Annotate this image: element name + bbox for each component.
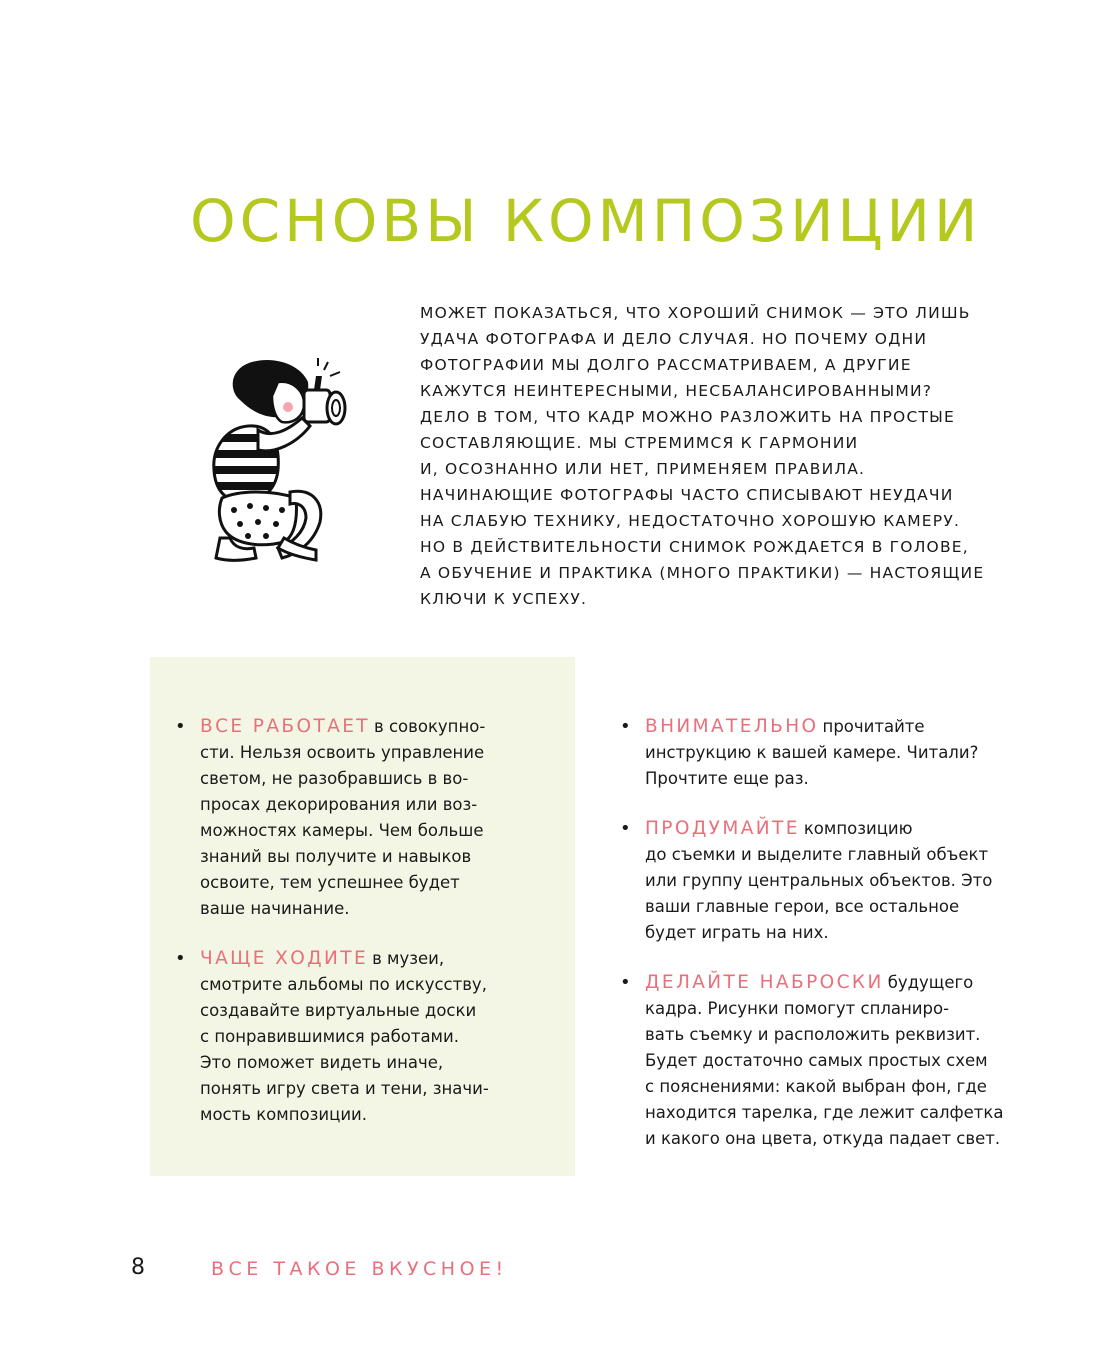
intro-line: НО В ДЕЙСТВИТЕЛЬНОСТИ СНИМОК РОЖДАЕТСЯ В ГОЛОВЕ, [420,538,969,556]
intro-line: СОСТАВЛЯЮЩИЕ. МЫ СТРЕМИМСЯ К ГАРМОНИИ [420,434,859,452]
tip-text: будущего [887,973,974,992]
intro-line: КЛЮЧИ К УСПЕХУ. [420,590,588,608]
intro-line: ДЕЛО В ТОМ, ЧТО КАДР МОЖНО РАЗЛОЖИТЬ НА ПРОСТЫЕ [420,408,956,426]
intro-line: ФОТОГРАФИИ МЫ ДОЛГО РАССМАТРИВАЕМ, А ДРУГИЕ [420,356,912,374]
tip-text: прочитайте [822,717,925,736]
tip-item-manual [620,714,1060,792]
tip-text: просах декорирования или воз- [200,795,478,814]
tip-text: можностях камеры. Чем больше [200,821,484,840]
intro-line: КАЖУТСЯ НЕИНТЕРЕСНЫМИ, НЕСБАЛАНСИРОВАННЫМИ? [420,382,933,400]
tip-text: в музеи, [372,949,445,968]
tip-text: и какого она цвета, откуда падает свет. [645,1129,1001,1148]
tip-text: Будет достаточно самых простых схем [645,1051,988,1070]
tip-text: знаний вы получите и навыков [200,847,472,866]
cheek-blush [283,402,293,412]
tip-text: будет играть на них. [645,923,829,942]
intro-line: НА СЛАБУЮ ТЕХНИКУ, НЕДОСТАТОЧНО ХОРОШУЮ КАМЕРУ. [420,512,961,530]
tip-text: с пояснениями: какой выбран фон, где [645,1077,987,1096]
tip-item-all-works [175,714,575,922]
page-number: 8 [131,1255,145,1280]
tip-text: до съемки и выделите главный объект [645,845,989,864]
intro-line: МОЖЕТ ПОКАЗАТЬСЯ, ЧТО ХОРОШИЙ СНИМОК — ЭТО ЛИШЬ [420,304,971,322]
tip-text: находится тарелка, где лежит салфетка [645,1103,1004,1122]
tip-text: Прочтите еще раз. [645,769,809,788]
tip-item-museums [175,946,575,1128]
tip-keyword: ПРОДУМАЙТЕ [645,818,800,839]
tip-text: понять игру света и тени, значи- [200,1079,489,1098]
tip-text: вать съемку и расположить реквизит. [645,1025,981,1044]
intro-line: УДАЧА ФОТОГРАФА И ДЕЛО СЛУЧАЯ. НО ПОЧЕМУ ОДНИ [420,330,928,348]
photographer-girl-illustration [200,352,360,572]
tips-column-right [620,714,1060,1176]
tip-keyword: ДЕЛАЙТЕ НАБРОСКИ [645,972,884,993]
flash-rays [318,358,340,376]
tip-text: Это поможет видеть иначе, [200,1053,444,1072]
intro-text [420,300,1040,612]
tip-text: композицию [803,819,913,838]
tip-text: создавайте виртуальные доски [200,1001,477,1020]
tip-text: светом, не разобравшись в во- [200,769,469,788]
tip-text: смотрите альбомы по искусству, [200,975,487,994]
tip-text: в совокупно- [374,717,486,736]
tip-text: кадра. Рисунки помогут спланиро- [645,999,950,1018]
tip-text: ваше начинание. [200,899,350,918]
tip-text: мость композиции. [200,1105,368,1124]
tip-text: с понравившимися работами. [200,1027,459,1046]
tip-item-composition [620,816,1060,946]
intro-line: И, ОСОЗНАННО ИЛИ НЕТ, ПРИМЕНЯЕМ ПРАВИЛА. [420,460,866,478]
tip-keyword: ВНИМАТЕЛЬНО [645,716,819,737]
running-footer-title: ВСЕ ТАКОЕ ВКУСНОЕ! [211,1258,508,1280]
tip-text: ваши главные герои, все остальное [645,897,960,916]
tip-text: освоите, тем успешнее будет [200,873,460,892]
camera-flash [314,376,322,390]
tip-text: инструкцию к вашей камере. Читали? [645,743,979,762]
tip-text: или группу центральных объектов. Это [645,871,993,890]
tip-keyword: ЧАЩЕ ХОДИТЕ [200,948,369,969]
tip-text: сти. Нельзя освоить управление [200,743,485,762]
tip-item-sketches [620,970,1060,1152]
intro-line: НАЧИНАЮЩИЕ ФОТОГРАФЫ ЧАСТО СПИСЫВАЮТ НЕУДАЧИ [420,486,954,504]
camera-lens [327,392,345,424]
page-title: ОСНОВЫ КОМПОЗИЦИИ [190,187,982,255]
tips-column-left [175,714,575,1152]
tip-keyword: ВСЕ РАБОТАЕТ [200,716,370,737]
intro-line: А ОБУЧЕНИЕ И ПРАКТИКА (МНОГО ПРАКТИКИ) — НАСТОЯЩИЕ [420,564,985,582]
